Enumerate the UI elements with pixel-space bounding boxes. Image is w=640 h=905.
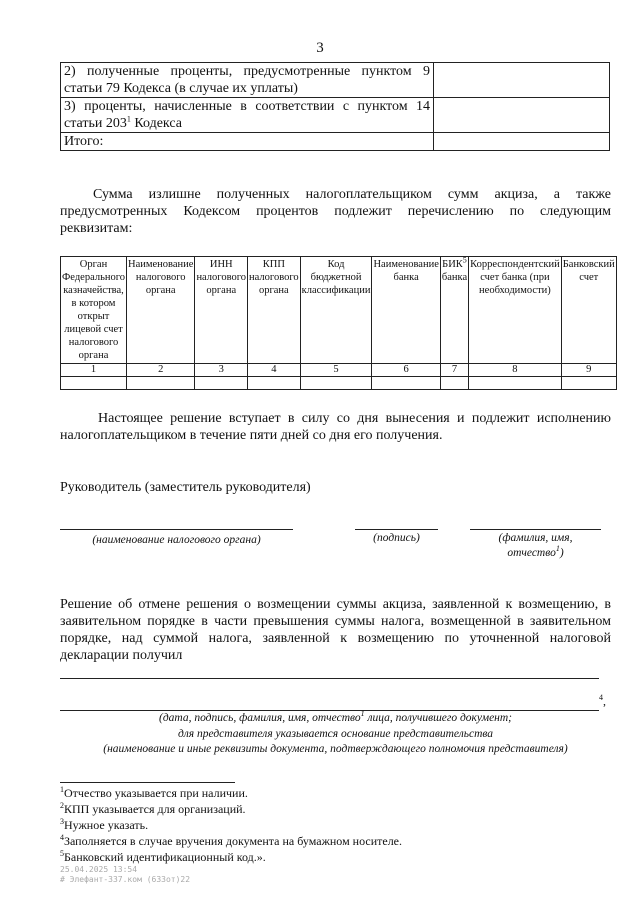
column-number: 3 xyxy=(195,364,248,377)
recipient-caption-3: (наименование и иные реквизиты документа, подтверждающего полномочия представителя) xyxy=(103,743,568,755)
footnote-mark: 1 xyxy=(555,544,560,554)
footnote-text: КПП указывается для организаций. xyxy=(64,802,246,816)
column-header: Наименование налогового органа xyxy=(127,257,195,364)
column-header: Наименование банка xyxy=(372,257,440,364)
footnote-mark: 5 xyxy=(462,255,467,265)
paragraph-requisites: Сумма излишне полученных налогоплательщиком сумм акциза, а также предусмотренных Кодексом процентов подлежит перечислению по следующим реквизитам: xyxy=(60,187,611,236)
table-cell xyxy=(434,98,610,133)
footnotes xyxy=(60,785,611,865)
column-header: Банковский счет xyxy=(561,257,616,364)
cell-text: Кодекса xyxy=(130,116,182,131)
table-cell xyxy=(434,63,610,98)
table-cell xyxy=(61,377,127,390)
footnote xyxy=(60,801,611,817)
footnote xyxy=(60,785,611,801)
footnote-number: 1 xyxy=(60,785,64,794)
head-label: Руководитель (заместитель руководителя) xyxy=(60,480,311,495)
recipient-caption-2: для представителя указывается основание представительства xyxy=(177,728,494,740)
footnote-number: 4 xyxy=(60,833,64,842)
footnote-text: Отчество указывается при наличии. xyxy=(64,786,248,800)
table-cell xyxy=(127,377,195,390)
footnote-mark: 1 xyxy=(126,114,131,124)
recipient-caption-1 xyxy=(60,711,611,726)
table-cell xyxy=(372,377,440,390)
table-cell xyxy=(440,377,468,390)
column-header: КПП налогового органа xyxy=(248,257,301,364)
column-number: 9 xyxy=(561,364,616,377)
sign-caption: (подпись) xyxy=(373,532,420,544)
column-number: 7 xyxy=(440,364,468,377)
table-cell xyxy=(561,377,616,390)
caption-text: (дата, подпись, фамилия, имя, отчество xyxy=(158,712,361,724)
footnote-text: Заполняется в случае вручения документа на бумажном носителе. xyxy=(64,834,403,848)
requisites-table xyxy=(60,256,617,390)
header-row xyxy=(61,257,617,364)
header-text: БИК xyxy=(442,259,463,270)
footnote-mark: 1 xyxy=(360,709,365,719)
column-number: 1 xyxy=(61,364,127,377)
caption-text: лица, получившего документ; xyxy=(364,712,513,724)
caption-text: (фамилия, имя, xyxy=(498,532,573,544)
footnote-number: 3 xyxy=(60,817,64,826)
page-number: 3 xyxy=(316,40,324,56)
signature-line-org xyxy=(60,529,293,530)
footnote-number: 5 xyxy=(60,849,64,858)
table-cell xyxy=(195,377,248,390)
table-row xyxy=(61,377,617,390)
cell-text: 3) проценты, начисленные в соответствии с пунктом 14 статьи 203 xyxy=(64,99,430,131)
number-row xyxy=(61,364,617,377)
table-row xyxy=(61,63,610,98)
footnote-mark: $^4$, xyxy=(599,693,606,708)
signature-line-sign xyxy=(355,529,438,530)
summary-table xyxy=(60,62,610,151)
footnote xyxy=(60,817,611,833)
footnote xyxy=(60,849,611,865)
footnote-mark-4: 4 xyxy=(599,693,603,702)
signature-line-name xyxy=(470,529,601,530)
recipient-line-1 xyxy=(60,678,599,679)
footnote-text: Банковский идентификационный код.». xyxy=(64,850,266,864)
name-caption xyxy=(470,531,601,561)
column-number: 4 xyxy=(248,364,301,377)
header-text: банка xyxy=(441,272,468,283)
footnote xyxy=(60,833,611,849)
footnote-text: Нужное указать. xyxy=(64,818,149,832)
column-number: 5 xyxy=(300,364,372,377)
table-cell xyxy=(248,377,301,390)
column-header: Орган Федерального казначейства, в котором открыт лицевой счет налогового органа xyxy=(61,257,127,364)
table-row xyxy=(61,98,610,133)
table-cell: Итого: xyxy=(61,133,434,151)
org-caption: (наименование налогового органа) xyxy=(92,534,261,546)
column-header: ИНН налогового органа xyxy=(195,257,248,364)
paragraph-effective: Настоящее решение вступает в силу со дня вынесения и подлежит исполнению налогоплательщиком в течение пяти дней со дня его получения. xyxy=(60,411,611,443)
column-number: 8 xyxy=(469,364,562,377)
table-cell: 2) полученные проценты, предусмотренные пунктом 9 статьи 79 Кодекса (в случае их уплаты) xyxy=(61,63,434,98)
table-cell xyxy=(300,377,372,390)
document-stamp xyxy=(60,865,190,885)
footnote-separator xyxy=(60,782,235,783)
column-header: Корреспондентский счет банка (при необходимости) xyxy=(469,257,562,364)
caption-text: отчество xyxy=(507,547,556,559)
column-number: 6 xyxy=(372,364,440,377)
caption-text: ) xyxy=(559,547,564,559)
column-header: Код бюджетной классификации xyxy=(300,257,372,364)
table-cell xyxy=(469,377,562,390)
paragraph-recipient: Решение об отмене решения о возмещении суммы акциза, заявленной к возмещению, в заявительном порядке в части превышения суммы налога, возмещенной в заявительном порядке, над суммой налога, заявленной к возмещению по уточненной налоговой декларации получил xyxy=(60,597,611,663)
table-row xyxy=(61,133,610,151)
table-cell xyxy=(61,98,434,133)
footnote-number: 2 xyxy=(60,801,64,810)
column-header xyxy=(440,257,468,364)
column-number: 2 xyxy=(127,364,195,377)
stamp-date: 25.04.2025 13:54 xyxy=(60,865,138,874)
stamp-id: # Элефант-ЗЗ7.ком (633от)22 xyxy=(60,875,191,884)
table-cell xyxy=(434,133,610,151)
